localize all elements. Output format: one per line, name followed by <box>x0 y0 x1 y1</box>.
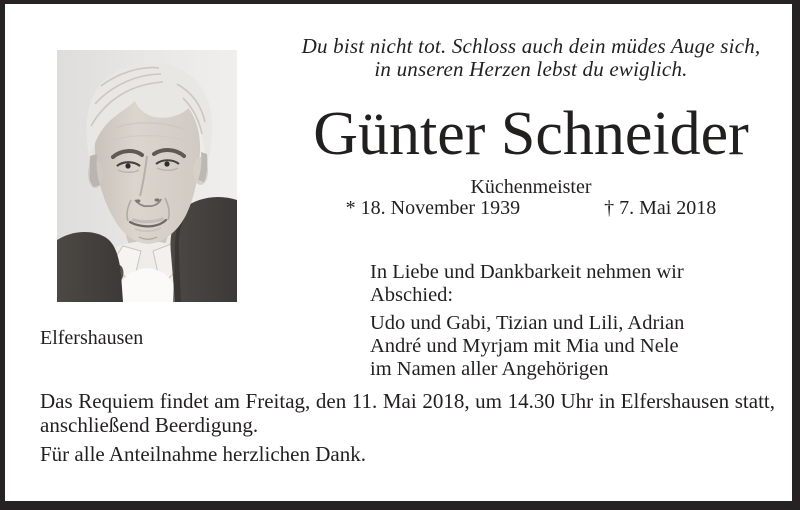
birth-date: * 18. November 1939 <box>345 197 521 219</box>
epitaph <box>300 35 762 81</box>
requiem-line: Das Requiem findet am Freitag, den 11. Mai 2018, um 14.30 Uhr in Elfershausen statt, <box>40 389 775 413</box>
thanks-line: Für alle Anteilnahme herzlichen Dank. <box>40 442 366 466</box>
mourner-line: André und Myrjam mit Mia und Nele <box>370 335 679 357</box>
burial-line: anschließend Beerdigung. <box>40 413 259 437</box>
epitaph-line-1: Du bist nicht tot. Schloss auch dein müdes Auge sich, <box>301 34 761 58</box>
mourner-line: im Namen aller Angehörigen <box>370 358 609 380</box>
farewell-intro: In Liebe und Dankbarkeit nehmen wir Abschied: <box>370 261 684 306</box>
epitaph-line-2: in unseren Herzen lebst du ewiglich. <box>374 57 688 81</box>
city-name: Elfershausen <box>40 327 144 349</box>
portrait-photo <box>57 50 237 302</box>
mourner-line: Udo und Gabi, Tizian und Lili, Adrian <box>370 312 685 334</box>
farewell-block <box>370 261 770 381</box>
deceased-name: Günter Schneider <box>313 100 749 168</box>
life-dates <box>300 197 762 219</box>
deceased-title: Küchenmeister <box>470 176 592 198</box>
service-info <box>40 389 775 466</box>
death-date: † 7. Mai 2018 <box>604 197 717 219</box>
portrait-photo-svg <box>57 50 237 302</box>
